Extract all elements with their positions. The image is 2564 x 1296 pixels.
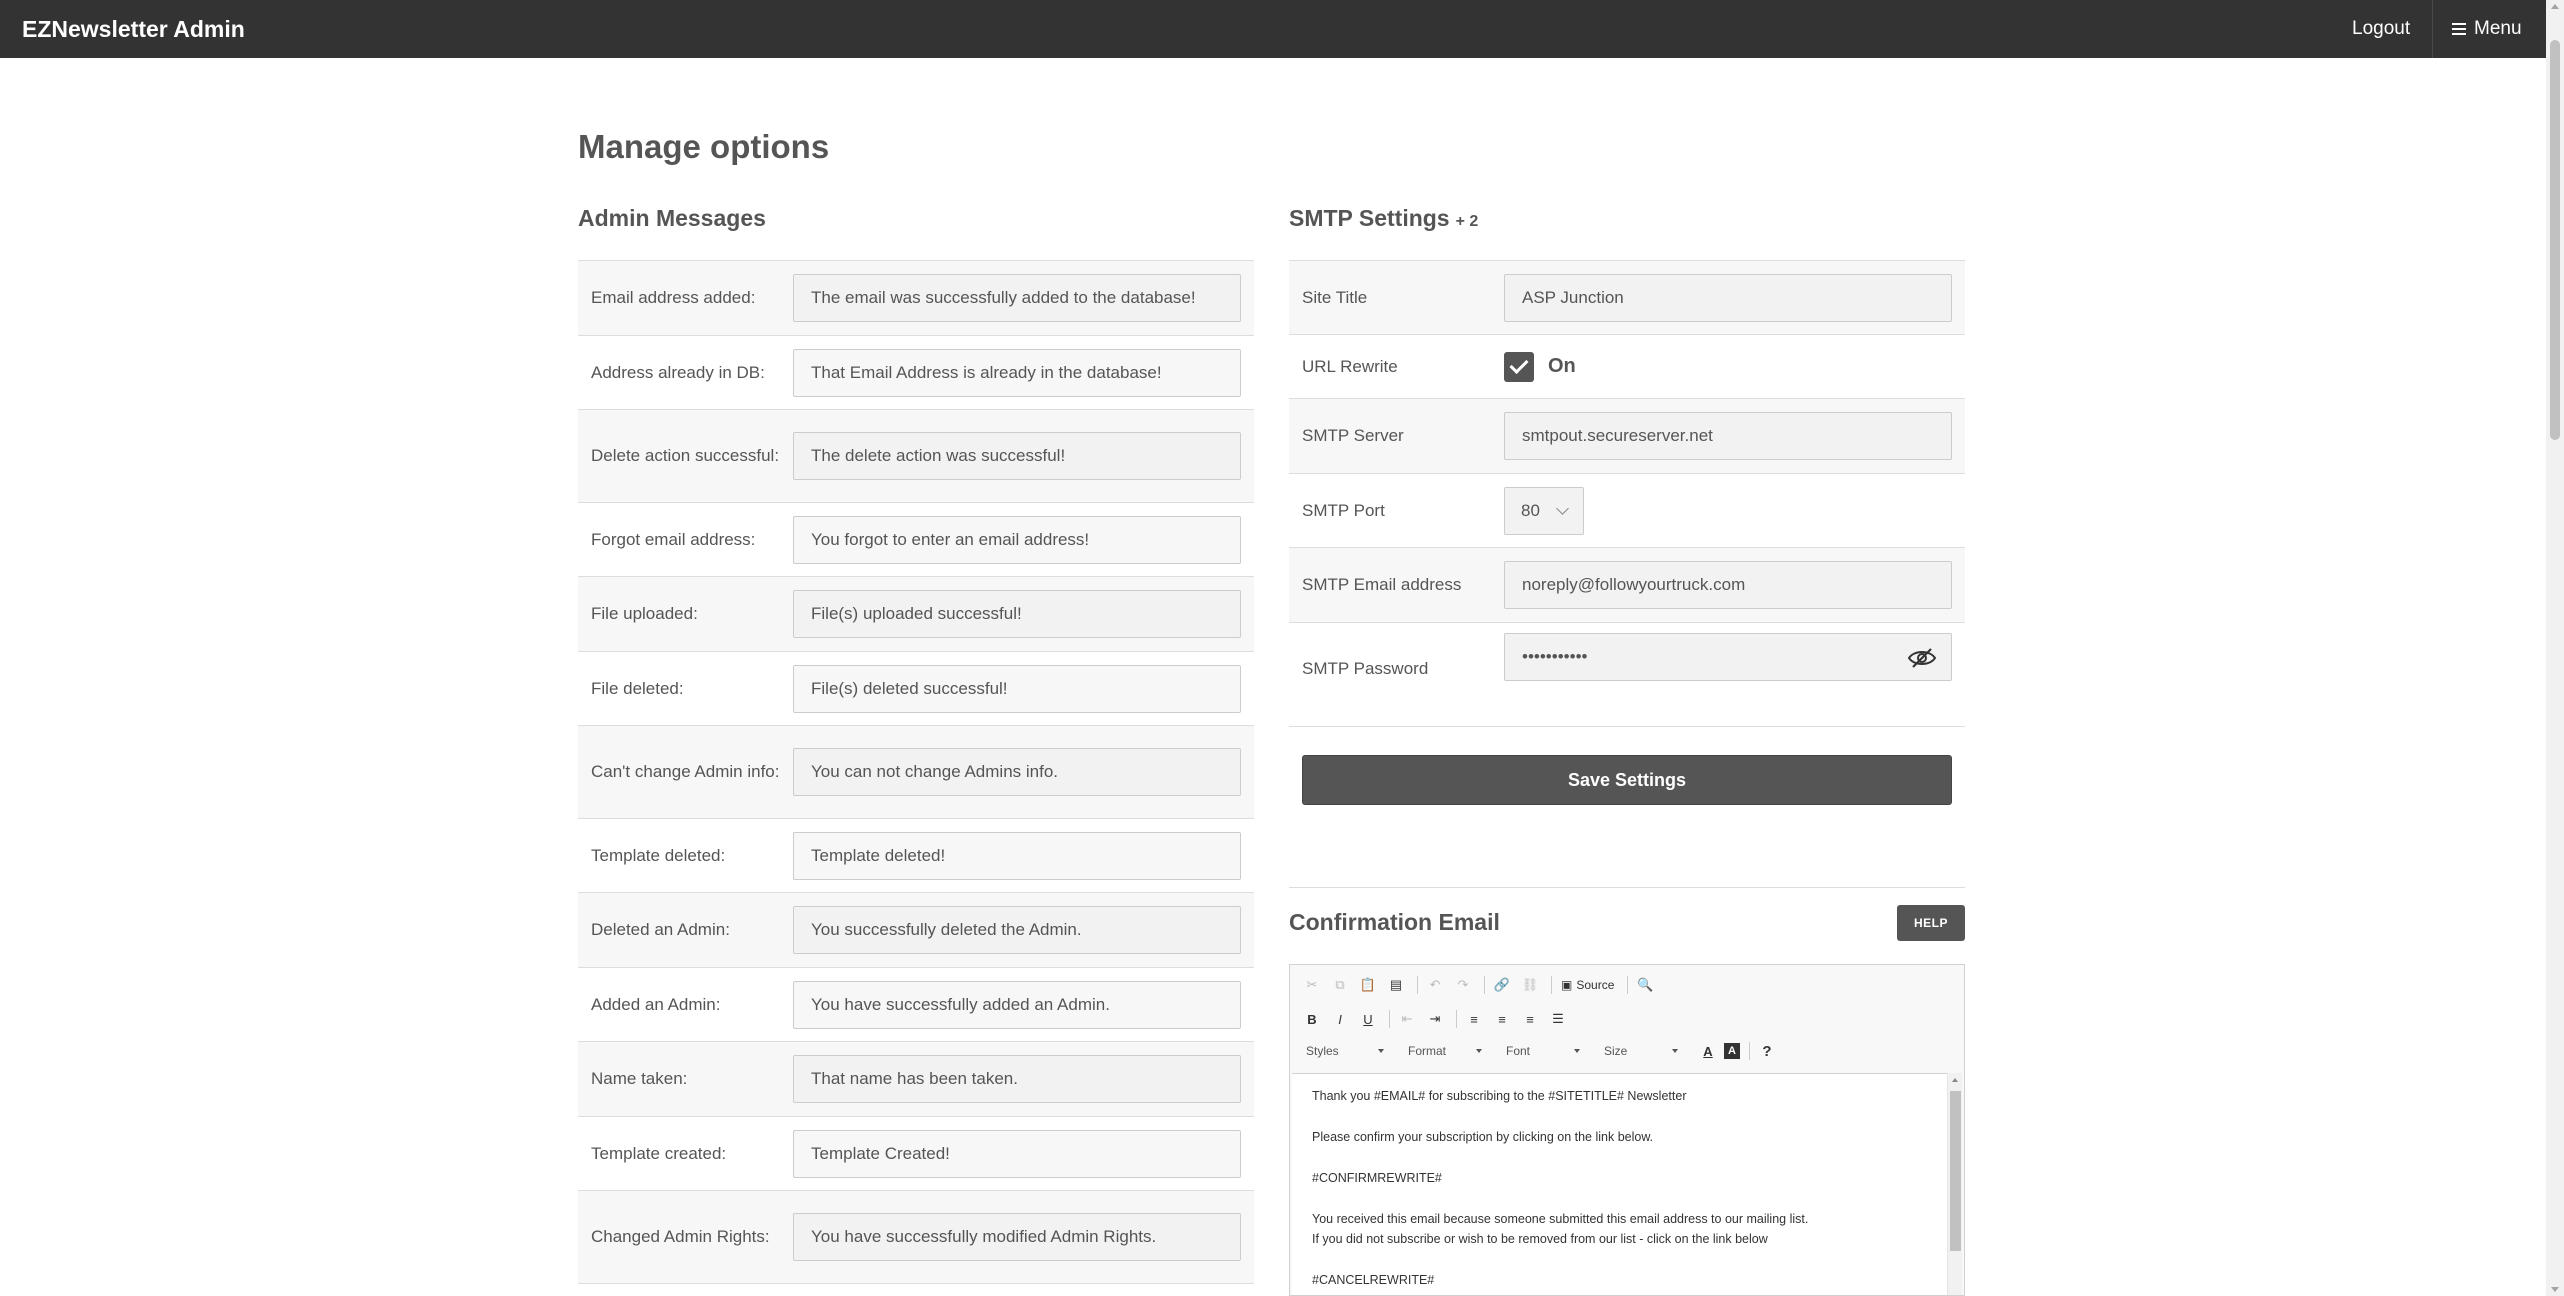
smtp-email-label: SMTP Email address (1302, 575, 1462, 594)
redo-icon[interactable]: ↷ (1457, 977, 1469, 992)
table-row (578, 577, 1254, 652)
toolbar-separator (1749, 1042, 1750, 1060)
align-right-icon[interactable]: ≡ (1526, 1011, 1534, 1027)
table-row (1289, 261, 1965, 335)
message-input[interactable]: You can not change Admins info. (793, 748, 1241, 796)
table-row (1289, 335, 1965, 399)
scroll-down-icon[interactable] (2551, 1287, 2559, 1292)
editor-scrollbar[interactable] (1947, 1073, 1962, 1295)
source-label: Source (1576, 978, 1615, 992)
save-settings-button[interactable]: Save Settings (1302, 755, 1952, 805)
eye-slash-icon[interactable] (1907, 647, 1937, 669)
row-label: Delete action successful: (591, 446, 780, 465)
dropdown-arrow-icon (1672, 1049, 1678, 1053)
outdent-icon[interactable]: ⇤ (1401, 1011, 1413, 1026)
page-scrollbar[interactable] (2546, 0, 2564, 1296)
url-rewrite-state: On (1548, 355, 1576, 377)
rich-text-editor (1289, 964, 1965, 1296)
size-label: Size (1604, 1044, 1628, 1058)
dropdown-arrow-icon (1378, 1049, 1384, 1053)
cut-icon[interactable]: ✂ (1306, 977, 1318, 992)
help-question-icon[interactable]: ? (1762, 1042, 1772, 1060)
undo-icon[interactable]: ↶ (1429, 977, 1441, 992)
password-dots: ••••••••••• (1522, 647, 1588, 666)
paste-text-icon[interactable]: ▤ (1389, 977, 1403, 992)
chevron-down-icon (1556, 502, 1569, 515)
editor-toolbar-row-1 (1300, 971, 1661, 999)
smtp-port-select[interactable] (1504, 487, 1584, 535)
table-row (578, 261, 1254, 336)
row-label: Template created: (591, 1143, 727, 1163)
top-navbar (0, 0, 2546, 58)
table-row (578, 1117, 1254, 1191)
smtp-port-label: SMTP Port (1302, 500, 1385, 520)
align-left-icon[interactable]: ≡ (1470, 1011, 1478, 1027)
copy-icon[interactable]: ⧉ (1335, 977, 1345, 992)
toolbar-separator (1551, 976, 1552, 994)
table-row (1289, 399, 1965, 474)
row-label: File deleted: (591, 678, 684, 698)
message-input[interactable]: File(s) deleted successful! (793, 665, 1241, 713)
bold-icon[interactable]: B (1307, 1011, 1317, 1027)
editor-paragraph: If you did not subscribe or wish to be removed from our list - click on the link below (1312, 1232, 1768, 1246)
checkbox-checked-icon[interactable] (1504, 352, 1534, 382)
help-button[interactable]: HELP (1897, 905, 1965, 941)
table-row (578, 336, 1254, 410)
message-input[interactable]: The email was successfully added to the database! (793, 274, 1241, 322)
hamburger-icon (2452, 23, 2466, 35)
smtp-settings-table (1289, 260, 1965, 727)
link-icon[interactable]: 🔗 (1493, 977, 1511, 992)
brand-title[interactable]: EZNewsletter Admin (22, 16, 245, 42)
message-input[interactable]: You forgot to enter an email address! (793, 516, 1241, 564)
message-input[interactable]: You have successfully added an Admin. (793, 981, 1241, 1029)
smtp-title-text: SMTP Settings (1289, 205, 1450, 231)
table-row (578, 1042, 1254, 1117)
smtp-settings-title (1289, 203, 1478, 237)
smtp-email-input[interactable]: noreply@followyourtruck.com (1504, 561, 1952, 609)
font-dropdown[interactable] (1500, 1040, 1586, 1062)
scroll-up-icon[interactable] (1952, 1078, 1958, 1082)
table-row (1289, 623, 1965, 727)
dropdown-arrow-icon (1476, 1049, 1482, 1053)
message-input[interactable]: The delete action was successful! (793, 432, 1241, 480)
table-row (1289, 548, 1965, 623)
smtp-password-label: SMTP Password (1302, 659, 1429, 678)
row-label: Template deleted: (591, 845, 726, 865)
text-color-icon[interactable]: A (1703, 1043, 1713, 1059)
indent-icon[interactable]: ⇥ (1429, 1011, 1441, 1026)
smtp-title-badge: + 2 (1455, 213, 1479, 230)
row-label: Forgot email address: (591, 529, 756, 549)
align-center-icon[interactable]: ≡ (1498, 1011, 1506, 1027)
row-label: File uploaded: (591, 604, 698, 623)
source-icon: ▣ (1561, 978, 1573, 992)
message-input[interactable]: You successfully deleted the Admin. (793, 906, 1241, 954)
table-row (578, 652, 1254, 726)
message-input[interactable]: Template Created! (793, 1130, 1241, 1178)
editor-paragraph: Thank you #EMAIL# for subscribing to the #SITETITLE# Newsletter (1312, 1089, 1687, 1103)
table-row (1289, 474, 1965, 548)
editor-toolbar-row-2 (1300, 1005, 1574, 1033)
url-rewrite-label: URL Rewrite (1302, 356, 1398, 376)
editor-paragraph: You received this email because someone submitted this email address to our mailing list. (1312, 1212, 1809, 1226)
message-input[interactable]: Template deleted! (793, 832, 1241, 880)
logout-link[interactable]: Logout (2352, 18, 2411, 39)
table-row (578, 819, 1254, 893)
row-label: Deleted an Admin: (591, 920, 730, 939)
navbar-divider (2432, 0, 2433, 58)
row-label: Added an Admin: (591, 994, 721, 1014)
unlink-icon[interactable]: ⛓ (1521, 977, 1539, 992)
underline-icon[interactable]: U (1363, 1011, 1373, 1027)
row-label: Email address added: (591, 288, 756, 307)
smtp-port-value: 80 (1521, 500, 1540, 520)
url-rewrite-toggle[interactable] (1504, 352, 1576, 382)
toolbar-separator (1627, 976, 1628, 994)
dropdown-arrow-icon (1574, 1049, 1580, 1053)
toolbar-separator (1484, 976, 1485, 994)
scroll-up-icon[interactable] (2551, 4, 2559, 9)
source-button[interactable] (1557, 973, 1618, 997)
table-row (578, 1191, 1254, 1284)
table-row (578, 726, 1254, 819)
format-dropdown[interactable] (1402, 1040, 1488, 1062)
smtp-server-label: SMTP Server (1302, 426, 1404, 445)
table-row (578, 410, 1254, 503)
page-title: Manage options (578, 128, 830, 165)
toolbar-separator (1417, 976, 1418, 994)
editor-scroll-thumb[interactable] (1950, 1091, 1961, 1251)
row-label: Name taken: (591, 1069, 688, 1088)
admin-messages-title: Admin Messages (578, 205, 766, 231)
site-title-input[interactable]: ASP Junction (1504, 274, 1952, 322)
section-divider (1289, 887, 1965, 888)
table-row (578, 503, 1254, 577)
row-label: Address already in DB: (591, 362, 765, 382)
smtp-server-input[interactable]: smtpout.secureserver.net (1504, 412, 1952, 460)
align-justify-icon[interactable]: ☰ (1552, 1011, 1564, 1026)
font-label: Font (1506, 1044, 1531, 1058)
row-label: Changed Admin Rights: (591, 1227, 770, 1246)
scroll-thumb[interactable] (2550, 40, 2560, 440)
smtp-password-input[interactable] (1504, 633, 1952, 681)
admin-messages-table (578, 260, 1254, 1284)
menu-label: Menu (2474, 18, 2522, 39)
preview-icon[interactable]: 🔍 (1637, 977, 1654, 992)
styles-dropdown[interactable] (1300, 1040, 1390, 1062)
table-row (578, 968, 1254, 1042)
row-label: Can't change Admin info: (591, 762, 780, 781)
paste-icon[interactable]: 📋 (1359, 977, 1377, 992)
message-input[interactable]: That name has been taken. (793, 1055, 1241, 1103)
editor-paragraph: Please confirm your subscription by clicking on the link below. (1312, 1130, 1654, 1144)
toolbar-separator (1389, 1010, 1390, 1028)
format-label: Format (1408, 1044, 1447, 1058)
editor-content[interactable] (1292, 1073, 1948, 1295)
message-input[interactable]: File(s) uploaded successful! (793, 590, 1241, 638)
editor-toolbar-row-3 (1300, 1037, 1783, 1065)
editor-paragraph: #CONFIRMREWRITE# (1312, 1171, 1442, 1185)
styles-label: Styles (1306, 1044, 1339, 1058)
background-color-icon[interactable]: A (1724, 1043, 1740, 1059)
confirmation-email-title: Confirmation Email (1289, 909, 1500, 935)
editor-paragraph: #CANCELREWRITE# (1312, 1273, 1435, 1287)
toolbar-separator (1456, 1010, 1457, 1028)
site-title-label: Site Title (1302, 287, 1368, 307)
message-input[interactable]: That Email Address is already in the database! (793, 349, 1241, 397)
size-dropdown[interactable] (1598, 1040, 1684, 1062)
menu-button[interactable] (2452, 16, 2522, 42)
message-input[interactable]: You have successfully modified Admin Rights. (793, 1213, 1241, 1261)
table-row (578, 893, 1254, 968)
italic-icon[interactable]: I (1338, 1011, 1342, 1027)
